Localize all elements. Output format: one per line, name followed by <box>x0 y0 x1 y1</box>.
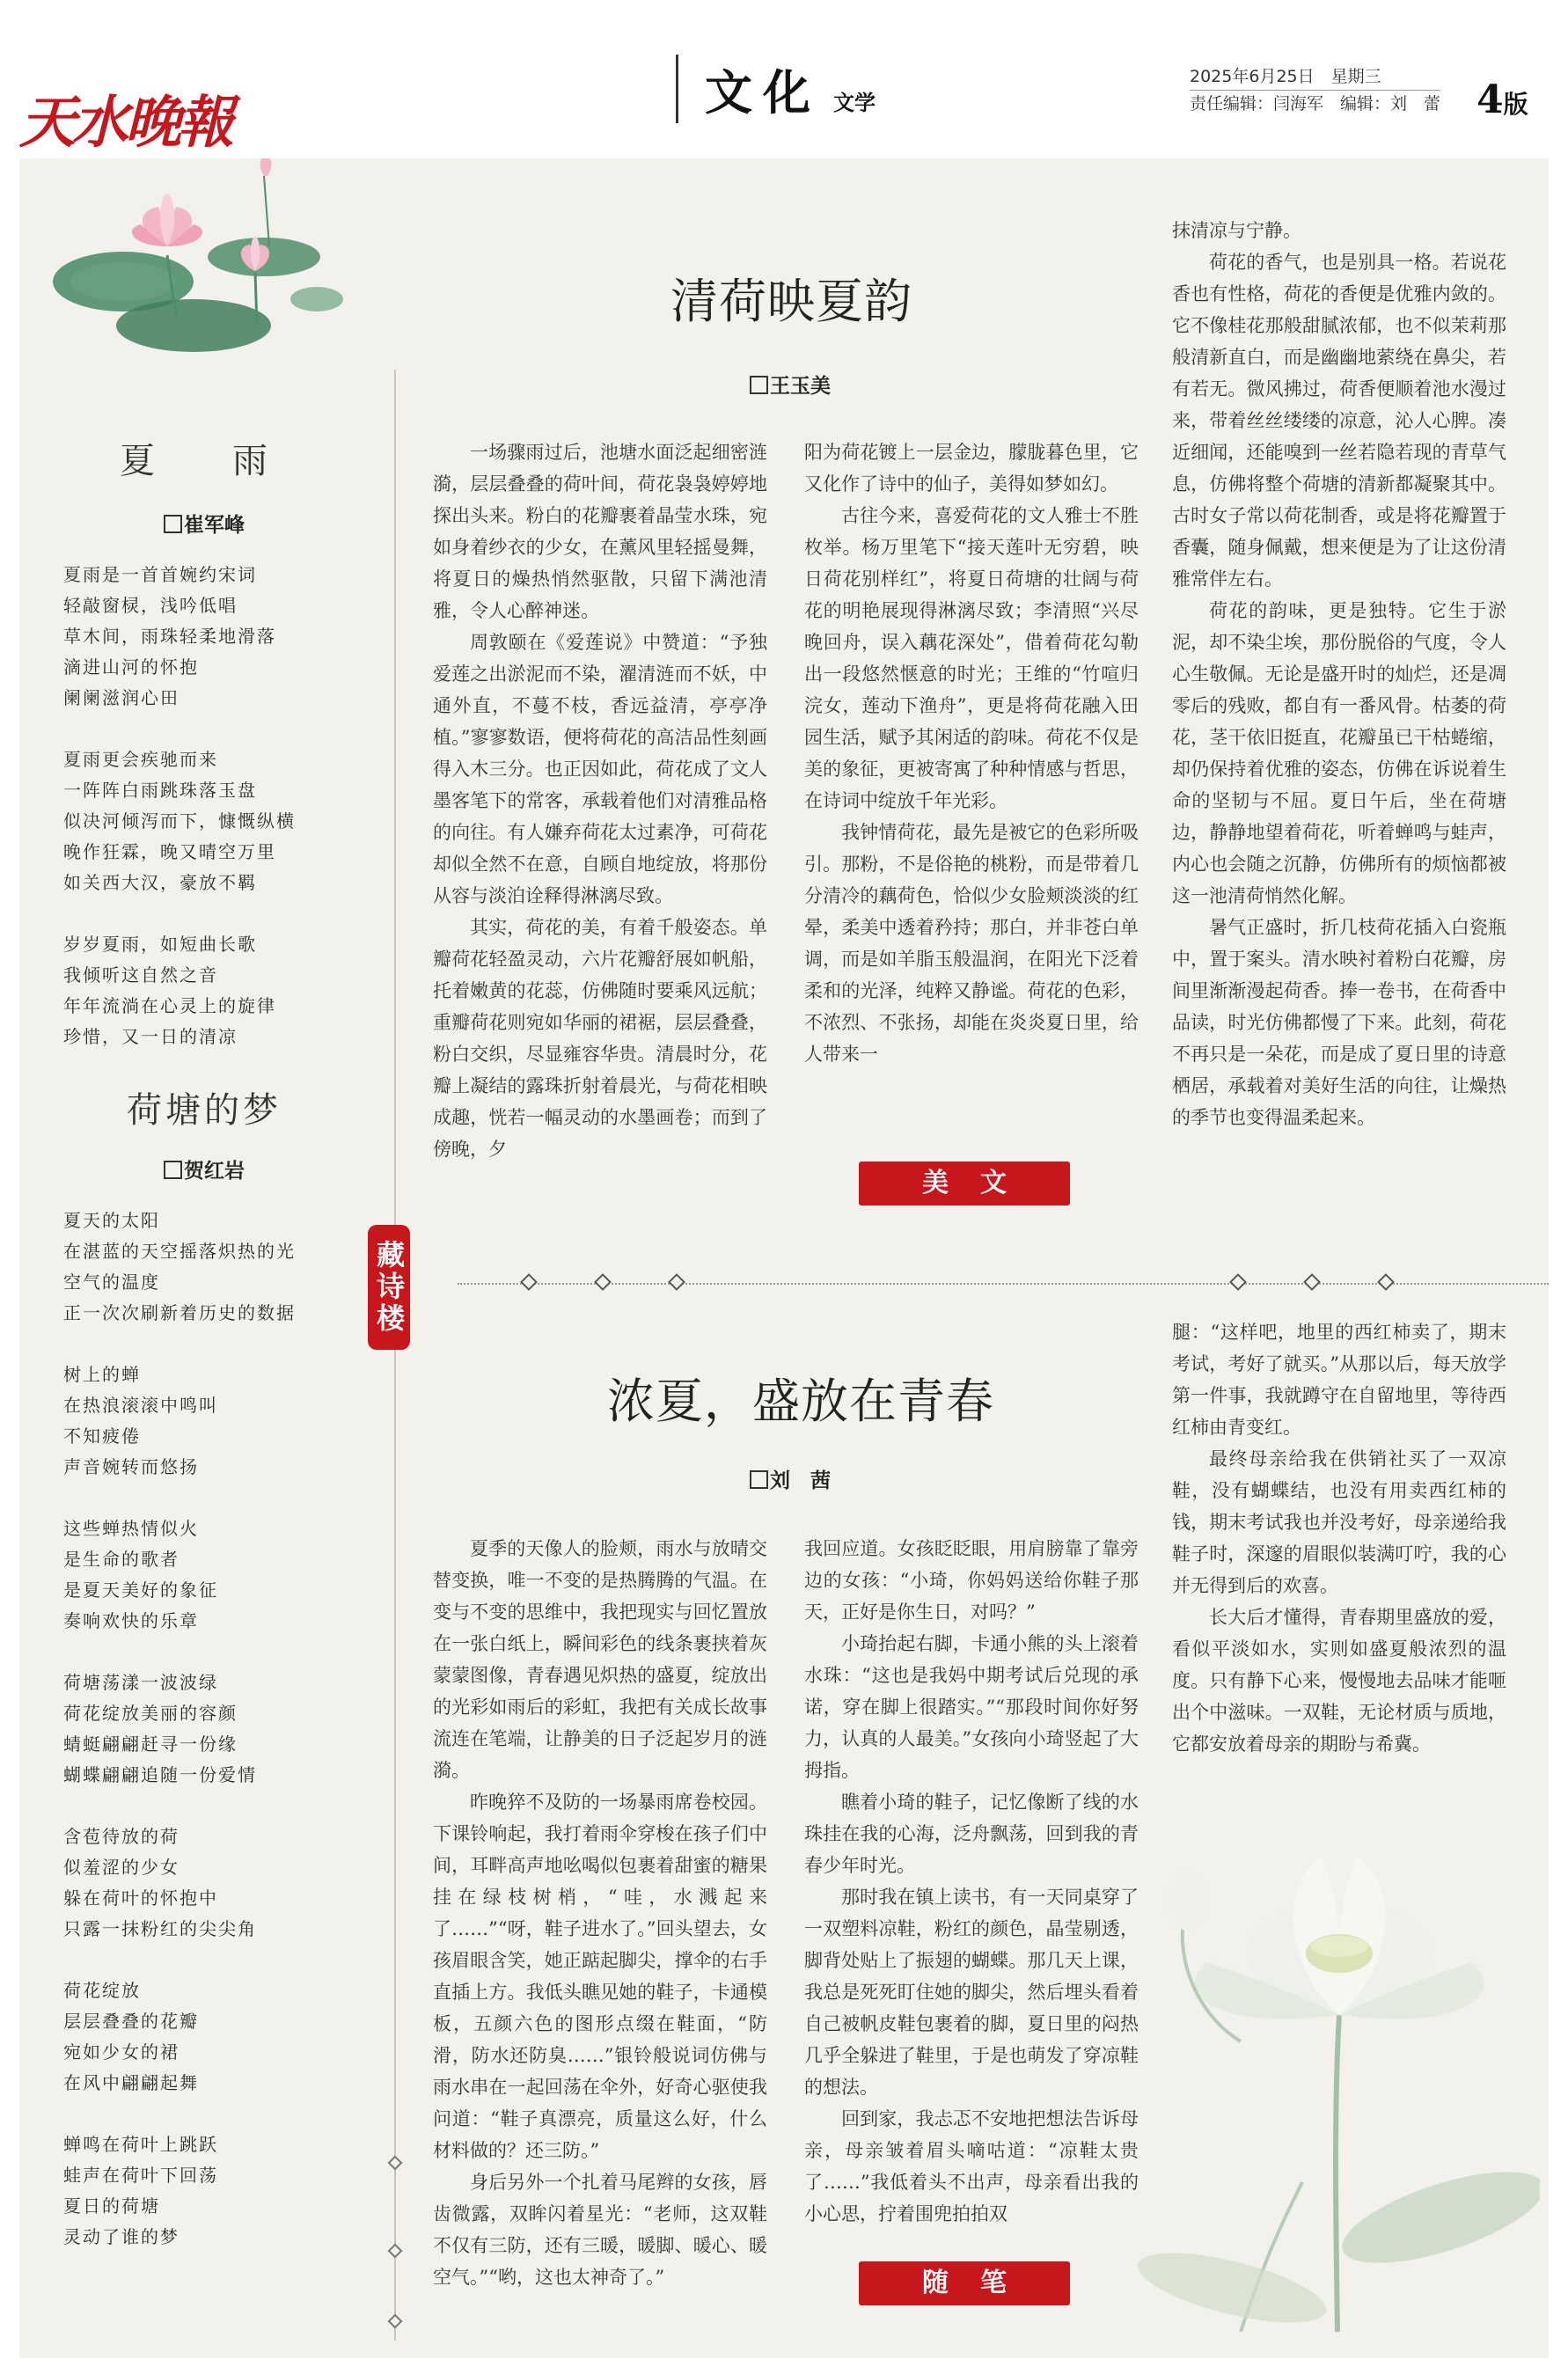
poem-line: 空气的温度 <box>63 1271 160 1293</box>
poem-line: 夏雨是一首首婉约宋词 <box>63 564 257 585</box>
poem-line: 灵动了谁的梦 <box>63 2226 180 2247</box>
poem-stanza <box>63 1975 380 2099</box>
poem-title: 荷塘的梦 <box>127 1090 282 1131</box>
poem-line: 在湛蓝的天空摇落炽热的光 <box>63 1241 296 1262</box>
poem-line: 树上的蝉 <box>63 1364 141 1385</box>
section-name: 文化 <box>705 64 821 121</box>
poem-body <box>63 560 380 1052</box>
article-column <box>804 436 1139 1070</box>
article-column <box>433 1533 767 2293</box>
article-paragraph: 一场骤雨过后，池塘水面泛起细密涟漪，层层叠叠的荷叶间，荷花袅袅婷婷地探出头来。粉白的花瓣裹着晶莹水珠，宛如身着纱衣的少女，在薰风里轻摇曼舞，将夏日的燥热悄然驱散，只留下满池清雅，令人心醉神迷。 <box>433 442 767 621</box>
poem-stanza <box>63 1667 380 1791</box>
poem-title: 夏 雨 <box>120 441 289 481</box>
poem-line: 荷花绽放美丽的容颜 <box>63 1703 238 1724</box>
article-column <box>1172 215 1506 1133</box>
poem-line: 夏雨更会疾驰而来 <box>63 749 218 770</box>
poem-line: 声音婉转而悠扬 <box>63 1456 199 1477</box>
poem-author: 崔军峰 <box>19 509 389 538</box>
article-paragraph: 身后另外一个扎着马尾辫的女孩，唇齿微露，双眸闪着星光：“老师，这双鞋不仅有三防，还有三暖，暖脚、暖心、暖空气。”“哟，这也太神奇了。” <box>433 2172 767 2288</box>
newspaper-logo: 天水晚報 <box>19 90 231 156</box>
article-paragraph: 暑气正盛时，折几枝荷花插入白瓷瓶中，置于案头。清水映衬着粉白花瓣，房间里渐渐漫起荷香。捧一卷书，在荷香中品读，时光仿佛都慢了下来。此刻，荷花不再只是一朵花，而是成了夏日里的诗意栖居，承载着对美好生活的向往，让燥热的季节也变得温柔起来。 <box>1172 917 1506 1128</box>
issue-date: 2025年6月25日 星期三 <box>1190 67 1381 86</box>
poem-line: 是生命的歌者 <box>63 1549 180 1570</box>
issue-meta <box>1190 63 1440 117</box>
article-paragraph: 抹清凉与宁静。 <box>1172 220 1301 241</box>
poem-body <box>63 1205 380 2253</box>
article-paragraph: 昨晚猝不及防的一场暴雨席卷校园。下课铃响起，我打着雨伞穿梭在孩子们中间，耳畔高声地吆喝似包裹着甜蜜的糖果挂在绿枝树梢，“哇，水溅起来了……”“呀，鞋子进水了。”回头望去，女孩眉眼含笑，她正踮起脚尖，撑伞的右手直插上方。我低头瞧见她的鞋子，卡通模板，五颜六色的图形点缀在鞋面，“防滑，防水还防臭……”银铃般说词仿佛与雨水串在一起回荡在伞外，好奇心驱使我问道：“鞋子真漂亮，质量这么好，什么材料做的？还三防。” <box>433 1792 767 2161</box>
poem-line: 层层叠叠的花瓣 <box>63 2011 199 2032</box>
poetry-corner-seal: 藏诗楼 <box>368 1225 410 1350</box>
poem-line: 岁岁夏雨，如短曲长歌 <box>63 934 257 955</box>
article-title: 浓夏，盛放在青春 <box>607 1374 994 1429</box>
article-paragraph: 古往今来，喜爱荷花的文人雅士不胜枚举。杨万里笔下“接天莲叶无穷碧，映日荷花别样红”，将夏日荷塘的壮阔与荷花的明艳展现得淋漓尽致；李清照“兴尽晚回舟，误入藕花深处”，借着荷花勾勒出一段悠然惬意的时光；王维的“竹喧归浣女，莲动下渔舟”，更是将荷花融入田园生活，赋予其闲适的韵味。荷花不仅是美的象征，更被寄寓了种种情感与哲思，在诗词中绽放千年光彩。 <box>804 505 1139 811</box>
poem-stanza <box>63 744 380 898</box>
poem-stanza <box>63 1359 380 1483</box>
article-paragraph: 其实，荷花的美，有着千般姿态。单瓣荷花轻盈灵动，六片花瓣舒展如帆船，托着嫩黄的花蕊，仿佛随时要乘风远航；重瓣荷花则宛如华丽的裙裾，层层叠叠，粉白交织，尽显雍容华贵。清晨时分，花瓣上凝结的露珠折射着晨光，与荷花相映成趣，恍若一幅灵动的水墨画卷；而到了傍晚，夕 <box>433 917 767 1160</box>
poem-line: 珍惜，又一日的清凉 <box>63 1026 238 1047</box>
poem-line: 滴进山河的怀抱 <box>63 656 199 678</box>
poem-line: 夏天的太阳 <box>63 1210 160 1231</box>
poem-line: 晚作狂霖，晚又晴空万里 <box>63 841 276 862</box>
article-paragraph: 那时我在镇上读书，有一天同桌穿了一双塑料凉鞋，粉红的颜色，晶莹剔透，脚背处贴上了振翅的蝴蝶。那几天上课，我总是死死盯住她的脚尖，然后埋头看着自己被帆皮鞋包裹着的脚，夏日里的闷热几乎全躲进了鞋里，于是也萌发了穿凉鞋的想法。 <box>804 1887 1139 2098</box>
article-title: 清荷映夏韵 <box>670 274 912 329</box>
article-category-tag: 随笔 <box>859 2261 1070 2305</box>
poem-line: 草木间，雨珠轻柔地滑落 <box>63 626 276 647</box>
poem-line: 年年流淌在心灵上的旋律 <box>63 995 276 1016</box>
poem-line: 不知疲倦 <box>63 1425 141 1447</box>
article-paragraph: 我钟情荷花，最先是被它的色彩所吸引。那粉，不是俗艳的桃粉，而是带着几分清冷的藕荷色，恰似少女脸颊淡淡的红晕，柔美中透着矜持；那白，并非苍白单调，而是如羊脂玉般温润，在阳光下泛着柔和的光泽，纯粹又静谧。荷花的色彩，不浓烈、不张扬，却能在炎炎夏日里，给人带来一 <box>804 822 1139 1065</box>
poem-line: 在热浪滚滚中鸣叫 <box>63 1395 218 1416</box>
poem-line: 一阵阵白雨跳珠落玉盘 <box>63 780 257 801</box>
article-paragraph: 夏季的天像人的脸颊，雨水与放晴交替变换，唯一不变的是热腾腾的气温。在变与不变的思维中，我把现实与回忆置放在一张白纸上，瞬间彩色的线条裹挟着灰蒙蒙图像，青春遇见炽热的盛夏，绽放出的光彩如雨后的彩虹，我把有关成长故事流连在笔端，让静美的日子泛起岁月的涟漪。 <box>433 1538 767 1781</box>
article-column <box>804 1533 1139 2230</box>
poem-line: 躲在荷叶的怀抱中 <box>63 1887 218 1909</box>
section-header <box>676 55 876 123</box>
poem-line: 在风中翩翩起舞 <box>63 2072 199 2093</box>
editors-line: 责任编辑：闫海军 编辑：刘 蕾 <box>1190 90 1440 117</box>
article-paragraph: 我回应道。女孩眨眨眼，用肩膀靠了靠旁边的女孩：“小琦，你妈妈送给你鞋子那天，正好是你生日，对吗？” <box>804 1538 1139 1623</box>
column-divider <box>394 370 396 2341</box>
article-paragraph: 阳为荷花镀上一层金边，朦胧暮色里，它又化作了诗中的仙子，美得如梦如幻。 <box>804 442 1139 495</box>
poem-stanza <box>63 2129 380 2253</box>
poem-line: 蝉鸣在荷叶上跳跃 <box>63 2134 218 2155</box>
lotus-illustration-icon <box>53 158 343 361</box>
poem-line: 荷塘荡漾一波波绿 <box>63 1672 218 1693</box>
poem-line: 只露一抹粉红的尖尖角 <box>63 1918 257 1939</box>
poem-stanza <box>63 1205 380 1329</box>
article-author: 王玉美 <box>750 370 831 399</box>
poem-line: 奏响欢快的乐章 <box>63 1610 199 1631</box>
page-number: 4版 <box>1476 77 1528 122</box>
poem-line: 如关西大汉，豪放不羁 <box>63 872 257 893</box>
poem-line: 含苞待放的荷 <box>63 1826 180 1847</box>
article-author: 刘 茜 <box>750 1464 831 1493</box>
poem-line: 阑阑滋润心田 <box>63 687 180 708</box>
article-paragraph: 荷花的韵味，更是独特。它生于淤泥，却不染尘埃，那份脱俗的气度，令人心生敬佩。无论是盛开时的灿烂，还是凋零后的残败，都自有一番风骨。枯萎的荷花，茎干依旧挺直，花瓣虽已干枯蜷缩，却仍保持着优雅的姿态，仿佛在诉说着生命的坚韧与不屈。夏日午后，坐在荷塘边，静静地望着荷花，听着蝉鸣与蛙声，内心也会随之沉静，仿佛所有的烦恼都被这一池清荷悄然化解。 <box>1172 600 1506 906</box>
poem-stanza <box>63 560 380 714</box>
article-paragraph: 周敦颐在《爱莲说》中赞道：“予独爱莲之出淤泥而不染，濯清涟而不妖，中通外直，不蔓不枝，香远益清，亭亭净植。”寥寥数语，便将荷花的高洁品性刻画得入木三分。也正因如此，荷花成了文人墨客笔下的常客，承载着他们对清雅品格的向往。有人嫌弃荷花太过素净，可荷花却似全然不在意，自顾自地绽放，将那份从容与淡泊诠释得淋漓尽致。 <box>433 632 767 906</box>
poem-stanza <box>63 929 380 1052</box>
article-paragraph: 回到家，我忐忑不安地把想法告诉母亲，母亲皱着眉头嘀咕道：“凉鞋太贵了……”我低着头不出声，母亲看出我的小心思，拧着围兜拍拍双 <box>804 2108 1139 2224</box>
article-paragraph: 长大后才懂得，青春期里盛放的爱，看似平淡如水，实则如盛夏般浓烈的温度。只有静下心来，慢慢地去品味才能咂出个中滋味。一双鞋，无论材质与质地，它都安放着母亲的期盼与希冀。 <box>1172 1607 1506 1755</box>
article-column <box>1172 1316 1506 1760</box>
article-paragraph: 腿：“这样吧，地里的西红柿卖了，期末考试，考好了就买。”从那以后，每天放学第一件事，我就蹲守在自留地里，等待西红柿由青变红。 <box>1172 1322 1506 1438</box>
poem-line: 这些蝉热情似火 <box>63 1518 199 1539</box>
poem-line: 轻敲窗棂，浅吟低唱 <box>63 595 238 616</box>
poem-line: 我倾听这自然之音 <box>63 964 218 986</box>
article-paragraph: 最终母亲给我在供销社买了一双凉鞋，没有蝴蝶结，也没有用卖西红柿的钱，期末考试我也并没考好，母亲递给我鞋子时，深邃的眉眼似装满叮咛，我的心并无得到后的欢喜。 <box>1172 1448 1506 1596</box>
poem-line: 似羞涩的少女 <box>63 1857 180 1878</box>
poem-line: 蛙声在荷叶下回荡 <box>63 2165 218 2186</box>
article-column <box>433 436 767 1165</box>
poem-line: 是夏天美好的象征 <box>63 1579 218 1601</box>
poem-line: 荷花绽放 <box>63 1980 141 2001</box>
white-lotus-illustration-icon <box>1135 1725 1540 2332</box>
poem-line: 正一次次刷新着历史的数据 <box>63 1302 296 1323</box>
section-subname: 文学 <box>833 90 876 115</box>
poem-line: 蜻蜓翩翩赶寻一份缘 <box>63 1733 238 1755</box>
article-paragraph: 瞧着小琦的鞋子，记忆像断了线的水珠挂在我的心海，泛舟飘荡，回到我的青春少年时光。 <box>804 1792 1139 1876</box>
article-paragraph: 小琦抬起右脚，卡通小熊的头上滚着水珠：“这也是我妈中期考试后兑现的承诺，穿在脚上很踏实。”“那段时间你好努力，认真的人最美。”女孩向小琦竖起了大拇指。 <box>804 1633 1139 1781</box>
poem-stanza <box>63 1513 380 1637</box>
poem-line: 夏日的荷塘 <box>63 2195 160 2217</box>
poem-author: 贺红岩 <box>19 1154 389 1184</box>
article-category-tag: 美文 <box>859 1162 1070 1205</box>
masthead <box>0 0 1568 157</box>
article-paragraph: 荷花的香气，也是别具一格。若说花香也有性格，荷花的香便是优雅内敛的。它不像桂花那般甜腻浓郁，也不似茉莉那般清新直白，而是幽幽地萦绕在鼻尖，若有若无。微风拂过，荷香便顺着池水漫过来，带着丝丝缕缕的凉意，沁人心脾。凑近细闻，还能嗅到一丝若隐若现的青草气息，仿佛将整个荷塘的清新都凝聚其中。古时女子常以荷花制香，或是将花瓣置于香囊，随身佩戴，想来便是为了让这份清雅常伴左右。 <box>1172 252 1506 590</box>
poem-line: 宛如少女的裙 <box>63 2041 180 2063</box>
poem-line: 蝴蝶翩翩追随一份爱情 <box>63 1764 257 1785</box>
poem-line: 似决河倾泻而下，慷慨纵横 <box>63 810 296 832</box>
poem-stanza <box>63 1821 380 1945</box>
